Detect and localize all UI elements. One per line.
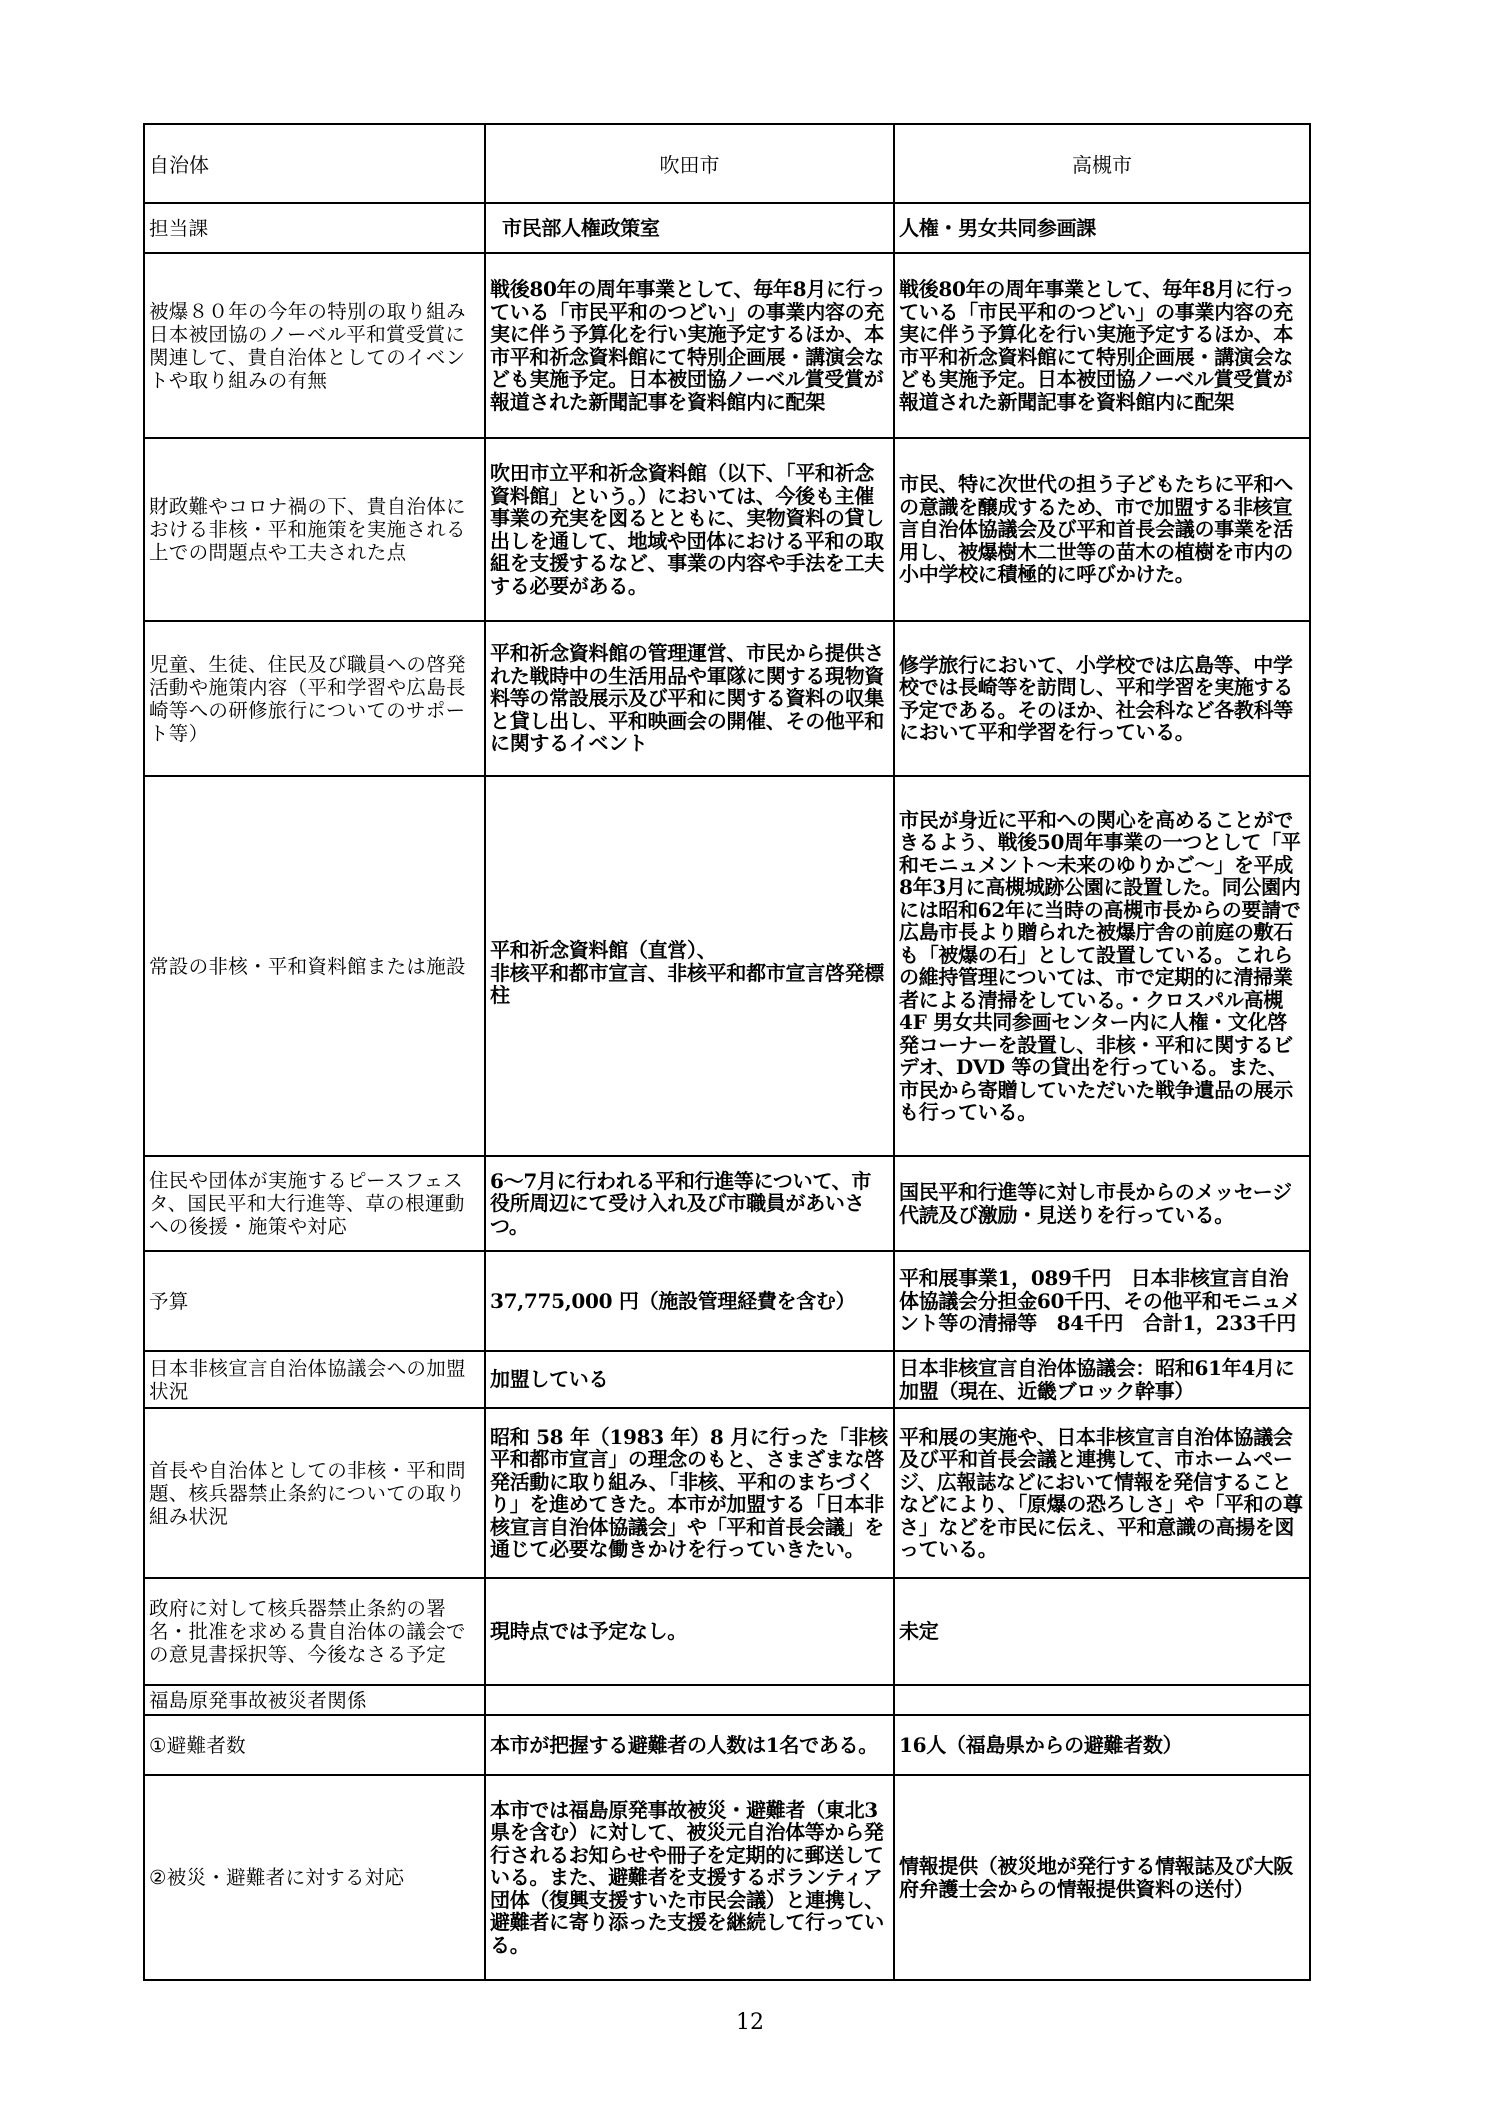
header-suita: 吹田市 (485, 124, 894, 203)
answer-suita: 加盟している (485, 1351, 894, 1408)
question-evacuee-support: ②被災・避難者に対する対応 (144, 1775, 485, 1980)
question-permanent-facility: 常設の非核・平和資料館または施設 (144, 776, 485, 1156)
table-row (144, 1775, 1310, 1980)
table-row (144, 203, 1310, 253)
answer-takatsuki: 平和展事業1，089千円 日本非核宣言自治体協議会分担金60千円、その他平和モニュメント等の清掃等 84千円 合計1，233千円 (894, 1251, 1310, 1351)
section-fukushima-title: 福島原発事故被災者関係 (144, 1685, 485, 1715)
question-awareness-activities: 児童、生徒、住民及び職員への啓発活動や施策内容（平和学習や広島長崎等への研修旅行についてのサポート等） (144, 621, 485, 776)
answer-suita: 平和祈念資料館の管理運営、市民から提供された戦時中の生活用品や軍隊に関する現物資料等の常設展示及び平和に関する資料の収集と貸し出し、平和映画会の開催、その他平和に関するイベント (485, 621, 894, 776)
table-row (144, 1251, 1310, 1351)
header-takatsuki: 高槻市 (894, 124, 1310, 203)
question-80th-anniversary: 被爆８０年の今年の特別の取り組み 日本被団協のノーベル平和賞受賞に関連して、貴自治体としてのイベントや取り組みの有無 (144, 253, 485, 438)
table-row (144, 1578, 1310, 1685)
answer-takatsuki: 市民が身近に平和への関心を高めることができるよう、戦後50周年事業の一つとして「平和モニュメント～未来のゆりかご～」を平成8年3月に高槻城跡公園に設置した。同公園内には昭和62年に当時の高槻市長からの要請で広島市長より贈られた被爆庁舎の前庭の敷石も「被爆の石」として設置している。これらの維持管理については、市で定期的に清掃業者による清掃をしている。・クロスパル高槻4F 男女共同参画センター内に人権・文化啓発コーナーを設置し、非核・平和に関するビデオ、DVD 等の貸出を行っている。また、市民から寄贈していただいた戦争遺品の展示も行っている。 (894, 776, 1310, 1156)
answer-takatsuki: 戦後80年の周年事業として、毎年8月に行っている「市民平和のつどい」の事業内容の充実に伴う予算化を行い実施予定するほか、本市平和祈念資料館にて特別企画展・講演会なども実施予定。日本被団協ノーベル賞受賞が報道された新聞記事を資料館内に配架 (894, 253, 1310, 438)
header-municipality: 自治体 (144, 124, 485, 203)
question-department: 担当課 (144, 203, 485, 253)
question-council-membership: 日本非核宣言自治体協議会への加盟状況 (144, 1351, 485, 1408)
table-row (144, 1408, 1310, 1578)
table-row (144, 1351, 1310, 1408)
header-row (144, 124, 1310, 203)
table-row (144, 776, 1310, 1156)
answer-suita: 本市では福島原発事故被災・避難者（東北3県を含む）に対して、被災元自治体等から発行されるお知らせや冊子を定期的に郵送している。また、避難者を支援するボランティア団体（復興支援すいた市民会議）と連携し、避難者に寄り添った支援を継続して行っている。 (485, 1775, 894, 1980)
answer-suita: 平和祈念資料館（直営）、 非核平和都市宣言、非核平和都市宣言啓発標柱 (485, 776, 894, 1156)
answer-suita: 昭和 58 年（1983 年）8 月に行った「非核平和都市宣言」の理念のもと、さまざまな啓発活動に取り組み、「非核、平和のまちづくり」を進めてきた。本市が加盟する「日本非核宣言自治体協議会」や「平和首長会議」を通じて必要な働きかけを行っていきたい。 (485, 1408, 894, 1578)
answer-takatsuki: 平和展の実施や、日本非核宣言自治体協議会及び平和首長会議と連携して、市ホームページ、広報誌などにおいて情報を発信することなどにより、「原爆の恐ろしさ」や「平和の尊さ」などを市民に伝え、平和意識の高揚を図っている。 (894, 1408, 1310, 1578)
answer-takatsuki: 16人（福島県からの避難者数） (894, 1715, 1310, 1775)
question-evacuee-count: ①避難者数 (144, 1715, 485, 1775)
table-row (144, 1156, 1310, 1251)
answer-suita: 37,775,000 円（施設管理経費を含む） (485, 1251, 894, 1351)
answer-suita: 現時点では予定なし。 (485, 1578, 894, 1685)
answer-takatsuki: 国民平和行進等に対し市長からのメッセージ代読及び激励・見送りを行っている。 (894, 1156, 1310, 1251)
answer-suita: 市民部人権政策室 (485, 203, 894, 253)
table-row (144, 1715, 1310, 1775)
survey-table (143, 123, 1311, 1981)
answer-suita: 本市が把握する避難者の人数は1名である。 (485, 1715, 894, 1775)
answer-takatsuki: 情報提供（被災地が発行する情報誌及び大阪府弁護士会からの情報提供資料の送付） (894, 1775, 1310, 1980)
answer-takatsuki: 修学旅行において、小学校では広島等、中学校では長崎等を訪問し、平和学習を実施する予定である。そのほか、社会科など各教科等において平和学習を行っている。 (894, 621, 1310, 776)
answer-takatsuki: 日本非核宣言自治体協議会：昭和61年4月に加盟（現在、近畿ブロック幹事） (894, 1351, 1310, 1408)
empty-cell (894, 1685, 1310, 1715)
table-row (144, 438, 1310, 621)
answer-suita: 6～7月に行われる平和行進等について、市役所周辺にて受け入れ及び市職員があいさつ。 (485, 1156, 894, 1251)
answer-takatsuki: 未定 (894, 1578, 1310, 1685)
table-row (144, 621, 1310, 776)
question-tpnw-efforts: 首長や自治体としての非核・平和問題、核兵器禁止条約についての取り組み状況 (144, 1408, 485, 1578)
answer-suita: 戦後80年の周年事業として、毎年8月に行っている「市民平和のつどい」の事業内容の充実に伴う予算化を行い実施予定するほか、本市平和祈念資料館にて特別企画展・講演会なども実施予定。日本被団協ノーベル賞受賞が報道された新聞記事を資料館内に配架 (485, 253, 894, 438)
question-issues: 財政難やコロナ禍の下、貴自治体における非核・平和施策を実施される上での問題点や工夫された点 (144, 438, 485, 621)
question-assembly-resolution: 政府に対して核兵器禁止条約の署名・批准を求める貴自治体の議会での意見書採択等、今後なさる予定 (144, 1578, 485, 1685)
answer-suita: 吹田市立平和祈念資料館（以下、「平和祈念資料館」という。）においては、今後も主催事業の充実を図るとともに、実物資料の貸し出しを通して、地域や団体における平和の取組を支援するなど、事業の内容や手法を工夫する必要がある。 (485, 438, 894, 621)
answer-takatsuki: 人権・男女共同参画課 (894, 203, 1310, 253)
empty-cell (485, 1685, 894, 1715)
table-row (144, 253, 1310, 438)
section-row (144, 1685, 1310, 1715)
question-grassroots-support: 住民や団体が実施するピースフェスタ、国民平和大行進等、草の根運動への後援・施策や対応 (144, 1156, 485, 1251)
page-number: 12 (736, 2010, 764, 2035)
answer-takatsuki: 市民、特に次世代の担う子どもたちに平和への意識を醸成するため、市で加盟する非核宣言自治体協議会及び平和首長会議の事業を活用し、被爆樹木二世等の苗木の植樹を市内の小中学校に積極的に呼びかけた。 (894, 438, 1310, 621)
question-budget: 予算 (144, 1251, 485, 1351)
